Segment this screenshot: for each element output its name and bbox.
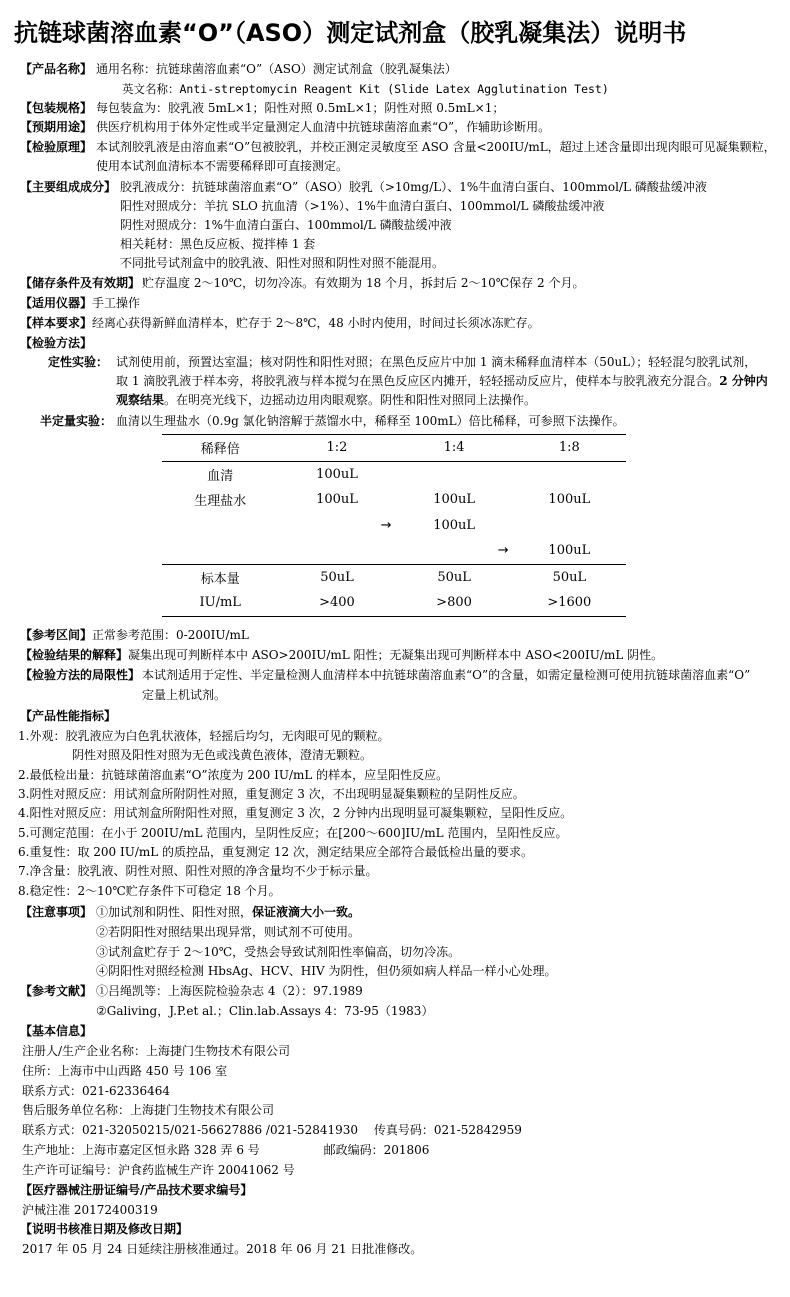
instrument-text: 手工操作 xyxy=(92,296,141,310)
intended-use-label: 【预期用途】 xyxy=(20,120,93,134)
sample-text: 经离心获得新鲜血清样本，贮存于 2～8℃，48 小时内使用，时间过长须冰冻贮存。 xyxy=(92,316,540,330)
reference-range-text: 正常参考范围：0-200IU/mL xyxy=(92,628,249,642)
transfer-arrow-icon: → xyxy=(497,543,509,559)
table-row xyxy=(162,487,626,513)
precaution-item-1 xyxy=(96,905,360,919)
document-title: 抗链球菌溶血素“O”（ASO）测定试剂盒（胶乳凝集法）说明书 xyxy=(14,19,687,47)
sample-label: 【样本要求】 xyxy=(20,316,93,330)
basic-info-line: 生产地址：上海市嘉定区恒永路 328 弄 6 号 邮政编码：201806 xyxy=(22,1143,430,1157)
component-item: 相关耗材：黑色反应板、搅拌棒 1 套 xyxy=(120,237,316,251)
semi-quantitative-text: 血清以生理盐水（0.9g 氯化钠溶解于蒸馏水中，稀释至 100mL）倍比稀释，可参照下法操作。 xyxy=(116,414,625,428)
precaution-item: ③试剂盒贮存于 2～10℃，受热会导致试剂阳性率偏高，切勿冷冻。 xyxy=(96,945,461,959)
qualitative-line-2 xyxy=(116,374,768,388)
component-item: 阳性对照成分：羊抗 SLO 抗血清（>1%）、1%牛血清白蛋白、100mmol/L 磷酸盐缓冲液 xyxy=(120,199,605,213)
qualitative-label: 定性实验： xyxy=(48,355,109,369)
storage-text: 贮存温度 2～10℃，切勿冷冻。有效期为 18 个月，拆封后 2～10℃保存 2 个月。 xyxy=(142,276,585,290)
component-item: 不同批号试剂盒中的胶乳液、阳性对照和阴性对照不能混用。 xyxy=(120,256,445,270)
qualitative-line-3-emphasis: 观察结果 xyxy=(116,393,165,407)
basic-info-line: 联系方式：021-32050215/021-56627886 /021-52841930 传真号码：021-52842959 xyxy=(22,1123,522,1137)
limitations-line-2: 定量上机试剂。 xyxy=(142,688,227,702)
table-row xyxy=(162,513,626,539)
basic-info-line: 联系方式：021-62336464 xyxy=(22,1084,171,1098)
table-cell: >400 xyxy=(278,590,395,616)
precaution-item: ②若阴阳性对照结果出现异常，则试剂不可使用。 xyxy=(96,925,361,939)
performance-item: 8.稳定性：2～10℃贮存条件下可稳定 18 个月。 xyxy=(18,884,281,898)
table-row xyxy=(162,435,626,462)
component-item: 胶乳液成分：抗链球菌溶血素“O”（ASO）胶乳（>10mg/L）、1%牛血清白蛋白、100mmol/L 磷酸盐缓冲液 xyxy=(120,180,707,194)
basic-info-line: 住所：上海市中山西路 450 号 106 室 xyxy=(22,1064,228,1078)
precautions-label: 【注意事项】 xyxy=(20,905,93,919)
interpretation-label: 【检验结果的解释】 xyxy=(20,648,129,662)
performance-item: 阴性对照及阳性对照为无色或浅黄色液体，澄清无颗粒。 xyxy=(72,748,373,762)
basic-info-label: 【基本信息】 xyxy=(20,1024,93,1038)
reference-item: ②Galiving，J.P.et al.；Clin.lab.Assays 4：73-95（1983） xyxy=(96,1004,434,1018)
performance-item: 3.阴性对照反应：用试剂盒所附阴性对照，重复测定 3 次，不出现明显凝集颗粒的呈阴性反应。 xyxy=(18,787,525,801)
table-cell xyxy=(513,461,626,487)
table-cell: 100uL xyxy=(278,461,395,487)
table-cell xyxy=(278,538,395,564)
transfer-arrow-icon: → xyxy=(380,517,392,533)
table-row xyxy=(162,590,626,616)
table-cell xyxy=(162,513,278,539)
qualitative-line-3 xyxy=(116,393,536,407)
qualitative-line-1: 试剂使用前，预置达室温；核对阴性和阳性对照；在黑色反应片中加 1 滴未稀释血清样本（50uL）；轻轻混匀胶乳试剂， xyxy=(116,355,757,369)
basic-info-line: 售后服务单位名称：上海捷门生物技术有限公司 xyxy=(22,1103,275,1117)
table-cell: 1:4 xyxy=(396,435,513,462)
reference-range-label: 【参考区间】 xyxy=(20,628,93,642)
principle-label: 【检验原理】 xyxy=(20,140,93,154)
references-label: 【参考文献】 xyxy=(20,984,93,998)
semi-quantitative-label: 半定量实验： xyxy=(40,414,113,428)
principle-line-1: 本试剂胶乳液是由溶血素“O”包被胶乳，并校正测定灵敏度至 ASO 含量<200IU/mL，超过上述含量即出现肉眼可见凝集颗粒， xyxy=(96,140,776,154)
table-cell: 稀释倍 xyxy=(162,435,278,462)
qualitative-line-3-text: 。在明亮光线下，边摇动边用肉眼观察。阴性和阳性对照同上法操作。 xyxy=(164,393,537,407)
performance-item: 4.阳性对照反应：用试剂盒所附阳性对照，重复测定 3 次，2 分钟内出现明显可凝集颗粒，呈阳性反应。 xyxy=(18,806,573,820)
table-cell: 50uL xyxy=(513,564,626,590)
table-cell: 50uL xyxy=(396,564,513,590)
table-cell: 100uL xyxy=(316,492,358,508)
limitations-label: 【检验方法的局限性】 xyxy=(20,668,141,682)
interpretation-text: 凝集出现可判断样本中 ASO>200IU/mL 阳性；无凝集出现可判断样本中 ASO<200IU/mL 阴性。 xyxy=(128,648,664,662)
table-cell: 生理盐水 xyxy=(194,494,247,510)
registration-label: 【医疗器械注册证编号/产品技术要求编号】 xyxy=(20,1183,253,1197)
table-row xyxy=(162,538,626,564)
table-cell: >1600 xyxy=(513,590,626,616)
method-label: 【检验方法】 xyxy=(20,336,93,350)
performance-item: 1.外观：胶乳液应为白色乳状液体，轻摇后均匀，无肉眼可见的颗粒。 xyxy=(18,729,390,743)
limitations-line-1: 本试剂适用于定性、半定量检测人血清样本中抗链球菌溶血素“O”的含量，如需定量检测可使用抗链球菌溶血素“O” xyxy=(142,668,751,682)
table-cell xyxy=(396,461,513,487)
packaging-text: 每包装盒为：胶乳液 5mL×1；阳性对照 0.5mL×1；阴性对照 0.5mL×1； xyxy=(96,101,505,115)
performance-item: 5.可测定范围：在小于 200IU/mL 范围内，呈阴性反应；在[200～600]IU/mL 范围内，呈阳性反应。 xyxy=(18,826,568,840)
storage-label: 【储存条件及有效期】 xyxy=(20,276,141,290)
performance-item: 6.重复性：取 200 IU/mL 的质控品，重复测定 12 次，测定结果应全部符合最低检出量的要求。 xyxy=(18,845,533,859)
intended-use-text: 供医疗机构用于体外定性或半定量测定人血清中抗链球菌溶血素“O”，作辅助诊断用。 xyxy=(96,120,551,134)
table-row xyxy=(162,461,626,487)
approval-label: 【说明书核准日期及修改日期】 xyxy=(20,1222,189,1236)
table-cell xyxy=(513,513,626,539)
table-cell: 标本量 xyxy=(162,564,278,590)
performance-label: 【产品性能指标】 xyxy=(20,709,117,723)
product-common-name: 通用名称：抗链球菌溶血素“O”（ASO）测定试剂盒（胶乳凝集法） xyxy=(96,62,457,76)
table-cell: >800 xyxy=(396,590,513,616)
table-cell: 1:2 xyxy=(278,435,395,462)
table-cell: 1:8 xyxy=(513,435,626,462)
precaution-item: ④阴阳性对照经检测 HbsAg、HCV、HIV 为阴性，但仍须如病人样品一样小心处理。 xyxy=(96,964,557,978)
table-cell: 100uL xyxy=(433,517,476,533)
table-cell: 100uL xyxy=(548,492,591,508)
instrument-label: 【适用仪器】 xyxy=(20,296,93,310)
approval-text: 2017 年 05 月 24 日延续注册核准通过。2018 年 06 月 21 日批准修改。 xyxy=(22,1242,423,1256)
reference-item: ①吕绳凯等：上海医院检验杂志 4（2）：97.1989 xyxy=(96,984,363,998)
product-name-label: 【产品名称】 xyxy=(20,62,93,76)
packaging-label: 【包装规格】 xyxy=(20,101,93,115)
table-cell xyxy=(396,538,513,564)
component-item: 阴性对照成分：1%牛血清白蛋白、100mmol/L 磷酸盐缓冲液 xyxy=(120,218,452,232)
table-cell: 100uL xyxy=(433,492,476,508)
precaution-item-1-emphasis: 保证液滴大小一致。 xyxy=(252,905,361,919)
qualitative-line-2-emphasis: 2 分钟内 xyxy=(719,374,768,388)
qualitative-line-2-text: 取 1 滴胶乳液于样本旁，将胶乳液与样本搅匀在黑色反应区内摊开，轻轻摇动反应片，使样本与胶乳液充分混合。 xyxy=(116,374,720,388)
components-label: 【主要组成成分】 xyxy=(20,180,117,194)
basic-info-line: 注册人/生产企业名称：上海捷门生物技术有限公司 xyxy=(22,1044,291,1058)
registration-text: 沪械注准 20172400319 xyxy=(22,1203,158,1217)
basic-info-line: 生产许可证编号：沪食药监械生产许 20041062 号 xyxy=(22,1163,295,1177)
table-cell: 血清 xyxy=(162,461,278,487)
table-cell: 50uL xyxy=(278,564,395,590)
table-row xyxy=(162,564,626,590)
performance-item: 2.最低检出量：抗链球菌溶血素“O”浓度为 200 IU/mL 的样本，应呈阳性反应。 xyxy=(18,768,449,782)
table-cell xyxy=(278,513,395,539)
table-cell: 100uL xyxy=(548,543,591,559)
performance-item: 7.净含量：胶乳液、阴性对照、阳性对照的净含量均不少于标示量。 xyxy=(18,864,378,878)
dilution-table xyxy=(162,434,626,617)
precaution-item-1-text: ①加试剂和阴性、阳性对照， xyxy=(96,905,253,919)
table-cell: IU/mL xyxy=(162,590,278,616)
principle-line-2: 使用本试剂血清标本不需要稀释即可直接测定。 xyxy=(96,159,349,173)
product-english-name: 英文名称：Anti-streptomycin Reagent Kit (Slide Latex Agglutination Test) xyxy=(122,82,609,96)
table-cell xyxy=(162,538,278,564)
